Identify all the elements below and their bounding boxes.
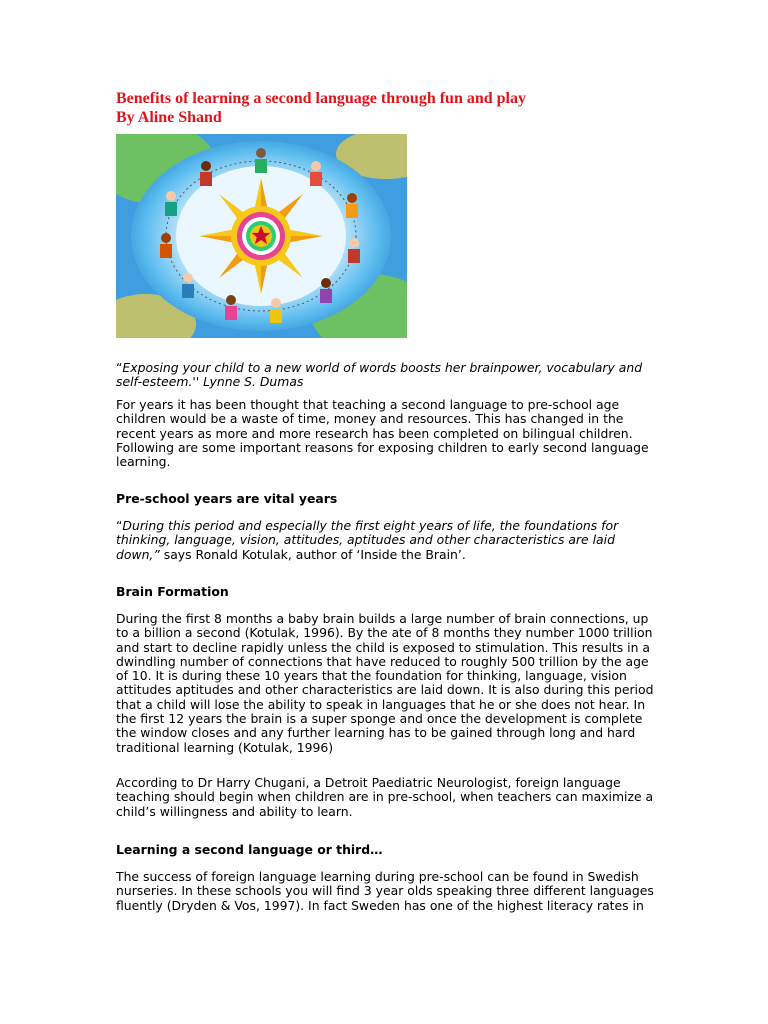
brain-paragraph: During the first 8 months a baby brain builds a large number of brain connections, up to a billion a second (Kotulak, 1996). By the ate of 8 months they number 1000 trillion and start to decline rapidly unless the child is exposed to stimulation. This results in a dwindling number of connections that have reduced to roughly 500 trillion by the age of 10. It is during these 10 years that the foundation for thinking, language, vision attitudes aptitudes and other characteristics are laid down. It is also during this period that a child will lose the ability to speak in languages that he or she does not hear. In the first 12 years the brain is a super sponge and once the development is complete the window closes and any further learning has to be gained through long and hard traditional learning (Kotulak, 1996) <box>116 611 654 755</box>
kotulak-quote-tail: says Ronald Kotulak, author of ‘Inside the Brain’. <box>159 546 466 562</box>
kotulak-quote-paragraph: “During this period and especially the first eight years of life, the foundations for thinking, language, vision, attitudes, aptitudes and other characteristics are laid down,” says Ronald Kotulak, author of ‘Inside the Brain’. <box>116 518 619 562</box>
title-line: Benefits of learning a second language through fun and play <box>116 90 526 107</box>
heading-preschool: Pre-school years are vital years <box>116 491 338 506</box>
intro-quote <box>116 361 656 390</box>
quote-open-mark: “ <box>116 360 123 375</box>
article-title <box>116 89 656 127</box>
byline: By Aline Shand <box>116 109 222 126</box>
children-circle-illustration <box>116 134 407 338</box>
chugani-paragraph: According to Dr Harry Chugani, a Detroit Paediatric Neurologist, foreign language teaching should begin when children are in pre-school, when teachers can maximize a child’s willingness and ability to learn. <box>116 775 654 819</box>
sweden-paragraph: The success of foreign language learning during pre-school can be found in Swedish nurseries. In these schools you will find 3 year olds speaking three different languages fluently (Dryden & Vos, 1997). In fact Sweden has one of the highest literacy rates in <box>116 869 654 913</box>
intro-paragraph: For years it has been thought that teaching a second language to pre-school age children would be a waste of time, money and resources. This has changed in the recent years as more and more research has been completed on bilingual children. Following are some important reasons for exposing children to early second language learning. <box>116 397 649 470</box>
heading-brain-formation: Brain Formation <box>116 584 229 599</box>
quote-text: Exposing your child to a new world of words boosts her brainpower, vocabulary and self-esteem.'' Lynne S. Dumas <box>116 360 643 390</box>
kotulak-quote-italic: During this period and especially the first eight years of life, the foundations for thinking, language, vision, attitudes, aptitudes and other characteristics are laid down,” <box>116 518 619 562</box>
heading-second-language: Learning a second language or third… <box>116 842 383 857</box>
